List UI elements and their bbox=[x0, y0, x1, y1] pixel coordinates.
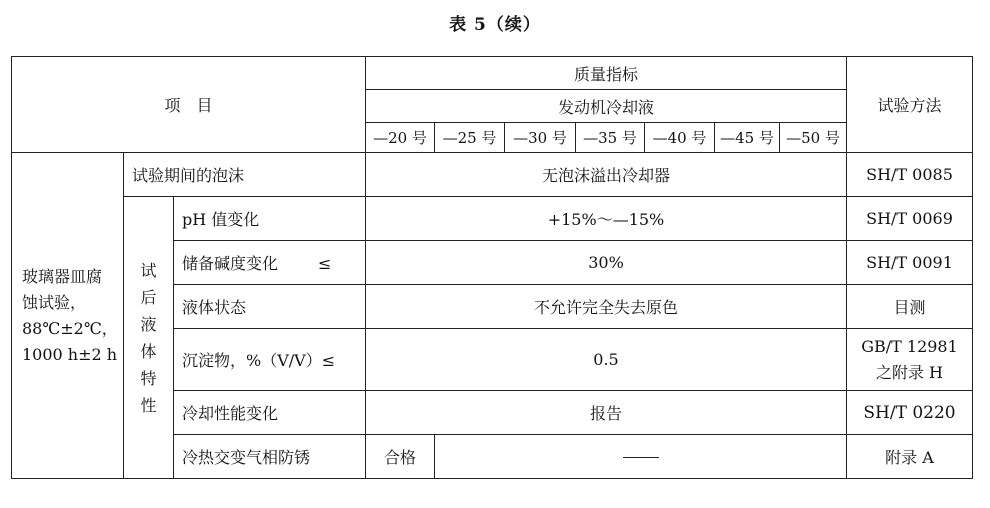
row-value: 无泡沫溢出冷却器 bbox=[366, 153, 847, 197]
row-method: 附录 A bbox=[847, 435, 973, 479]
row-item: pH 值变化 bbox=[174, 197, 366, 241]
row-method: SH/T 0220 bbox=[847, 391, 973, 435]
row-value: 报告 bbox=[366, 391, 847, 435]
spec-table bbox=[11, 56, 973, 479]
row-method: SH/T 0091 bbox=[847, 241, 973, 285]
header-quality-index: 质量指标 bbox=[366, 57, 847, 90]
post-test-label: 试 后 液 体 特 性 bbox=[124, 197, 174, 479]
row-item: 冷却性能变化 bbox=[174, 391, 366, 435]
row-value: 0.5 bbox=[366, 329, 847, 391]
grade-cell: —45 号 bbox=[715, 123, 780, 153]
grade-cell: —40 号 bbox=[645, 123, 715, 153]
row-item: 储备碱度变化 ≤ bbox=[174, 241, 366, 285]
row-method: SH/T 0069 bbox=[847, 197, 973, 241]
grade-cell: —30 号 bbox=[505, 123, 576, 153]
row-value: +15%～—15% bbox=[366, 197, 847, 241]
row-value-pass: 合格 bbox=[366, 435, 435, 479]
grade-cell: —50 号 bbox=[780, 123, 847, 153]
dash-mark bbox=[623, 457, 659, 458]
row-method: SH/T 0085 bbox=[847, 153, 973, 197]
grade-cell: —35 号 bbox=[576, 123, 645, 153]
header-coolant: 发动机冷却液 bbox=[366, 90, 847, 123]
header-test-method: 试验方法 bbox=[847, 57, 973, 153]
group-label bbox=[12, 153, 124, 479]
group-label-line: 1000 h±2 h bbox=[22, 344, 118, 364]
header-item: 项 目 bbox=[12, 57, 366, 153]
group-label-line: 88℃±2℃， bbox=[22, 318, 118, 338]
group-label-line: 蚀试验， bbox=[22, 292, 87, 312]
row-item: 冷热交变气相防锈 bbox=[174, 435, 366, 479]
row-method: GB/T 12981 之附录 H bbox=[847, 329, 973, 391]
row-item: 沉淀物，%（V/V）≤ bbox=[174, 329, 366, 391]
grade-cell: —25 号 bbox=[435, 123, 505, 153]
row-method: 目测 bbox=[847, 285, 973, 329]
group-label-line: 玻璃器皿腐 bbox=[22, 266, 103, 286]
grade-cell: —20 号 bbox=[366, 123, 435, 153]
row-value-dash bbox=[435, 435, 847, 479]
row-value: 不允许完全失去原色 bbox=[366, 285, 847, 329]
table-title: 表 5（续） bbox=[449, 15, 541, 35]
row-value: 30% bbox=[366, 241, 847, 285]
row-item: 试验期间的泡沫 bbox=[124, 153, 366, 197]
row-item: 液体状态 bbox=[174, 285, 366, 329]
